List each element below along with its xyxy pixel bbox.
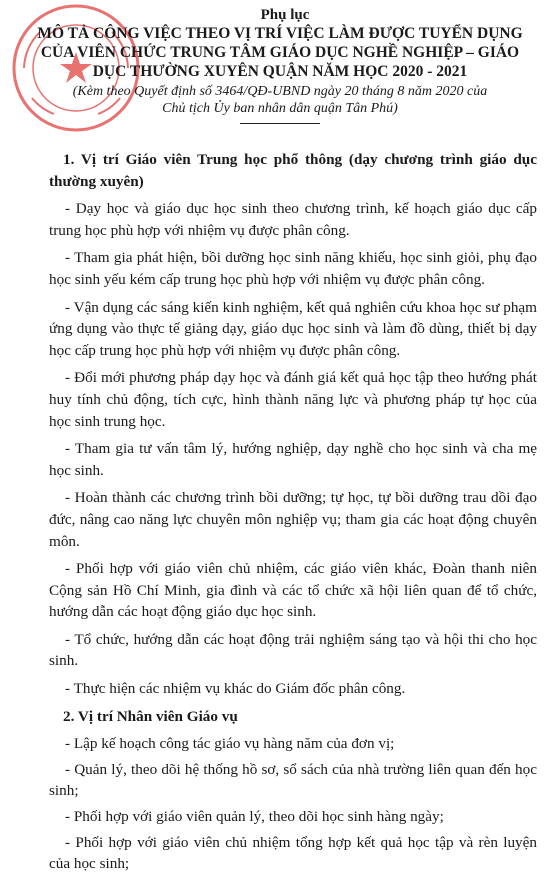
list-item: - Phối hợp với giáo viên chủ nhiệm, các giáo viên khác, Đoàn thanh niên Cộng sản Hồ Chí Minh, gia đình và các tổ chức xã hội liên quan để tổ chức, hướng dẫn các hoạt động giáo dục học sinh. bbox=[49, 560, 537, 621]
list-item: - Tham gia phát hiện, bồi dưỡng học sinh năng khiếu, học sinh giỏi, phụ đạo học sinh yếu kém cấp trung học phù hợp với nhiệm vụ được phân công. bbox=[49, 249, 537, 288]
list-item: - Vận dụng các sáng kiến kinh nghiệm, kết quả nghiên cứu khoa học sư phạm ứng dụng vào thực tế giảng dạy, giáo dục học sinh và làm đồ dùng, thiết bị dạy học cấp trung học phù hợp với nhiệm vụ được phân công. bbox=[49, 298, 537, 359]
appendix-label: Phụ lục bbox=[260, 7, 310, 23]
list-item: - Phối hợp với giáo viên quản lý, theo dõi học sinh hàng ngày; bbox=[65, 808, 444, 826]
document-title bbox=[20, 24, 540, 81]
list-item: - Lập kế hoạch công tác giáo vụ hàng năm của đơn vị; bbox=[65, 735, 395, 753]
list-item: - Phối hợp với giáo viên chủ nhiệm tổng hợp kết quả học tập và rèn luyện của học sinh; bbox=[49, 833, 537, 873]
document-title-line: MÔ TẢ CÔNG VIỆC THEO VỊ TRÍ VIỆC LÀM ĐƯỢC TUYỂN DỤNG bbox=[37, 25, 523, 42]
list-item: - Dạy học và giáo dục học sinh theo chương trình, kế hoạch giáo dục cấp trung học phù hợp với nhiệm vụ được phân công. bbox=[49, 200, 537, 239]
document-subtitle bbox=[0, 83, 560, 117]
document-title-line: DỤC THƯỜNG XUYÊN QUẬN NĂM HỌC 2020 - 2021 bbox=[92, 63, 468, 80]
document-title-line: CỦA VIÊN CHỨC TRUNG TÂM GIÁO DỤC NGHỀ NGHIỆP – GIÁO bbox=[40, 44, 520, 61]
header-divider bbox=[240, 123, 320, 124]
section-heading: 2. Vị trí Nhân viên Giáo vụ bbox=[63, 707, 238, 725]
list-item: - Hoàn thành các chương trình bồi dưỡng; tự học, tự bồi dưỡng trau dồi đạo đức, nâng cao năng lực chuyên môn nghiệp vụ; tham gia các hoạt động chuyên môn. bbox=[49, 489, 537, 550]
document-header bbox=[0, 6, 560, 124]
list-item: - Đổi mới phương pháp dạy học và đánh giá kết quả học tập theo hướng phát huy tính chủ động, tích cực, hình thành năng lực và phương pháp tự học của học sinh trung học. bbox=[49, 369, 537, 430]
list-item: - Tổ chức, hướng dẫn các hoạt động trải nghiệm sáng tạo và hội thi cho học sinh. bbox=[49, 630, 537, 670]
document-subtitle-line: Chủ tịch Ủy ban nhân dân quận Tân Phú) bbox=[162, 101, 398, 116]
section-heading: 1. Vị trí Giáo viên Trung học phổ thông (dạy chương trình giáo dục thường xuyên) bbox=[49, 151, 537, 190]
list-item: - Thực hiện các nhiệm vụ khác do Giám đốc phân công. bbox=[65, 680, 406, 698]
document-subtitle-line: (Kèm theo Quyết định số 3464/QĐ-UBND ngày 20 tháng 8 năm 2020 của bbox=[72, 84, 488, 99]
list-item: - Tham gia tư vấn tâm lý, hướng nghiệp, dạy nghề cho học sinh và cha mẹ học sinh. bbox=[49, 440, 537, 479]
list-item: - Quản lý, theo dõi hệ thống hồ sơ, sổ sách của nhà trường liên quan đến học sinh; bbox=[49, 760, 537, 800]
document-body bbox=[49, 149, 537, 879]
